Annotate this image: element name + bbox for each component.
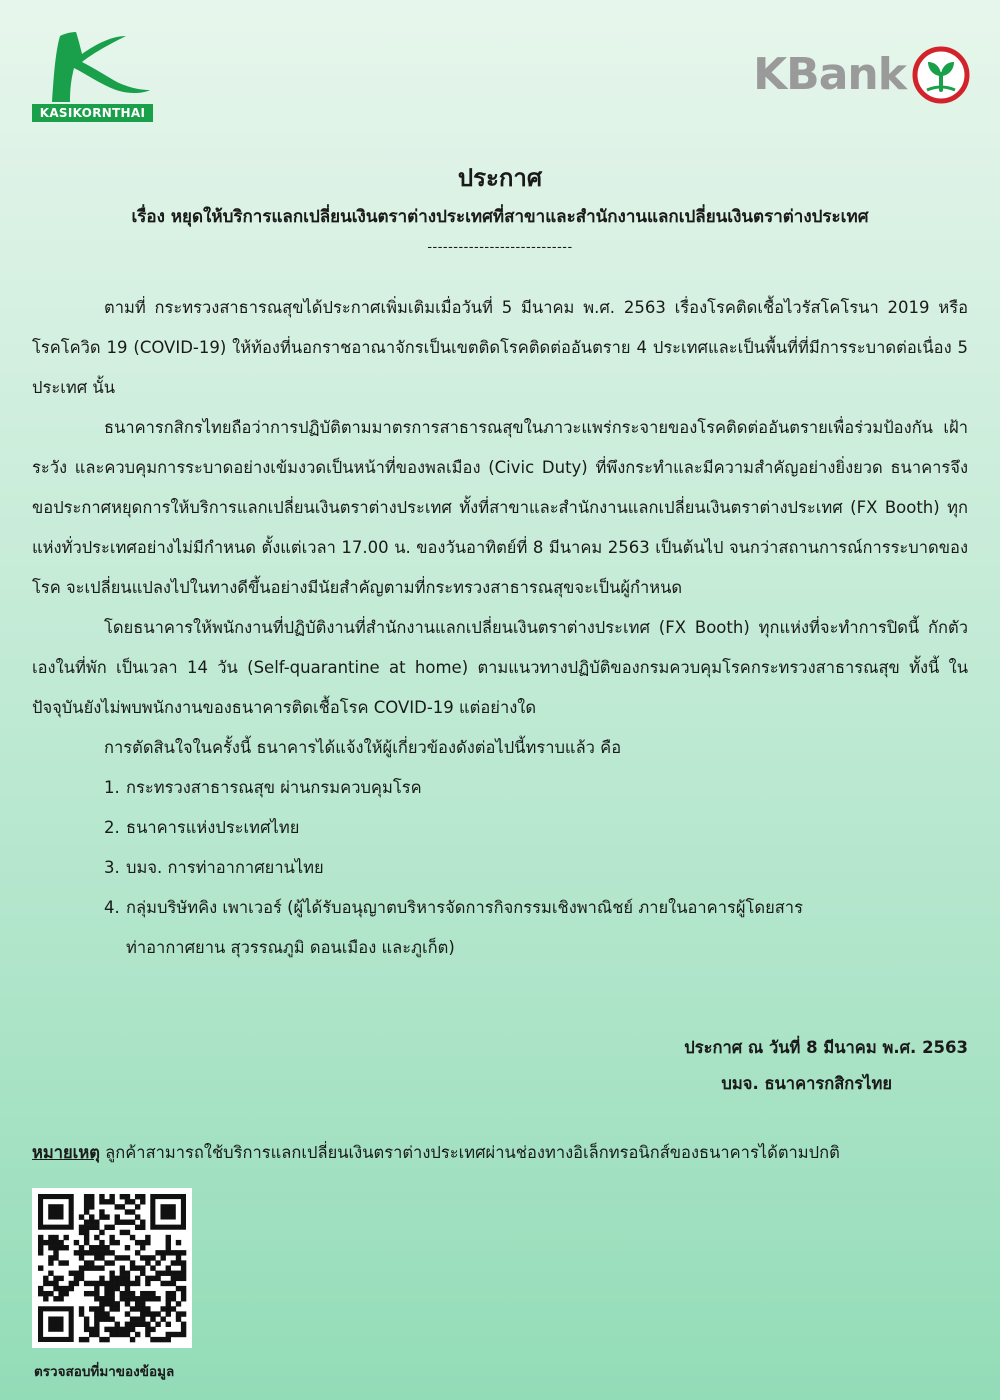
announcement-title: ประกาศ (457, 164, 543, 192)
list-item-number: 2. (104, 818, 120, 837)
list-item-text: บมจ. การท่าอากาศยานไทย (126, 858, 324, 877)
issuing-organization: บมจ. ธนาคารกสิกรไทย (721, 1074, 892, 1093)
qr-caption: ตรวจสอบที่มาของข้อมูล (34, 1364, 175, 1380)
qr-code[interactable] (32, 1188, 192, 1348)
remark (32, 1140, 968, 1166)
list-item-text: กลุ่มบริษัทคิง เพาเวอร์ (ผู้ได้รับอนุญาตบริหารจัดการกิจกรรมเชิงพาณิชย์ ภายในอาคารผู้โดยสารท่าอากาศยาน สุวรรณภูมิ ดอนเมือง และภูเก็ต) (126, 898, 803, 957)
paragraph-4: การตัดสินใจในครั้งนี้ ธนาคารได้แจ้งให้ผู้เกี่ยวข้องดังต่อไปนี้ทราบแล้ว คือ (104, 738, 622, 757)
kasikornthai-logo (30, 28, 155, 123)
paragraph-1: ตามที่ กระทรวงสาธารณสุขได้ประกาศเพิ่มเติมเมื่อวันที่ 5 มีนาคม พ.ศ. 2563 เรื่องโรคติดเชื้อไวรัสโคโรนา 2019 หรือโรคโควิด 19 (COVID-19) ให้ท้องที่นอกราชอาณาจักรเป็นเขตติดโรคติดต่ออันตราย 4 ประเทศและเป็นพื้นที่ที่มีการระบาดต่อเนื่อง 5 ประเทศ นั้น (32, 298, 968, 397)
list-item-number: 4. (104, 898, 120, 917)
remark-text: ลูกค้าสามารถใช้บริการแลกเปลี่ยนเงินตราต่างประเทศผ่านช่องทางอิเล็กทรอนิกส์ของธนาคารได้ตามปกติ (99, 1143, 840, 1162)
list-item-text: กระทรวงสาธารณสุข ผ่านกรมควบคุมโรค (126, 778, 422, 797)
divider-line: ---------------------------- (427, 240, 573, 255)
k-mark-icon (30, 28, 155, 108)
list-item (104, 848, 968, 888)
kbank-sprout-icon (912, 46, 970, 104)
paragraph-3: โดยธนาคารให้พนักงานที่ปฏิบัติงานที่สำนักงานแลกเปลี่ยนเงินตราต่างประเทศ (FX Booth) ทุกแห่งที่จะทำการปิดนี้ กักตัวเองในที่พัก เป็นเวลา 14 วัน (Self-quarantine at home) ตามแนวทางปฏิบัติของกรมควบคุมโรคกระทรวงสาธารณสุข ทั้งนี้ ในปัจจุบันยังไม่พบพนักงานของธนาคารติดเชื้อโรค COVID-19 แต่อย่างใด (32, 618, 968, 717)
announcement-subject: เรื่อง หยุดให้บริการแลกเปลี่ยนเงินตราต่างประเทศที่สาขาและสำนักงานแลกเปลี่ยนเงินตราต่างประเทศ (131, 207, 869, 227)
list-item-number: 1. (104, 778, 120, 797)
kbank-wordmark: KBank (753, 49, 906, 100)
paragraph-2: ธนาคารกสิกรไทยถือว่าการปฏิบัติตามมาตรการสาธารณสุขในภาวะแพร่กระจายของโรคติดต่ออันตรายเพื่อร่วมป้องกัน เฝ้าระวัง และควบคุมการระบาดอย่างเข้มงวดเป็นหน้าที่ของพลเมือง (Civic Duty) ที่พึงกระทำและมีความสำคัญอย่างยิ่งยวด ธนาคารจึงขอประกาศหยุดการให้บริการแลกเปลี่ยนเงินตราต่างประเทศ ทั้งที่สาขาและสำนักงานแลกเปลี่ยนเงินตราต่างประเทศ (FX Booth) ทุกแห่งทั่วประเทศอย่างไม่มีกำหนด ตั้งแต่เวลา 17.00 น. ของวันอาทิตย์ที่ 8 มีนาคม 2563 เป็นต้นไป จนกว่าสถานการณ์การระบาดของโรค จะเปลี่ยนแปลงไปในทางดีขึ้นอย่างมีนัยสำคัญตามที่กระทรวงสาธารณสุขจะเป็นผู้กำหนด (32, 418, 968, 597)
list-item (104, 808, 968, 848)
list-item (104, 888, 968, 968)
list-item (104, 768, 968, 808)
kasikornthai-wordmark: KASIKORNTHAI (32, 104, 153, 122)
remark-label: หมายเหตุ (32, 1143, 100, 1162)
qr-code-icon (32, 1188, 192, 1348)
kbank-logo (753, 44, 970, 106)
list-item-text: ธนาคารแห่งประเทศไทย (126, 818, 300, 837)
announcement-date: ประกาศ ณ วันที่ 8 มีนาคม พ.ศ. 2563 (684, 1038, 968, 1057)
signature-block (548, 1030, 968, 1102)
announcement-body (32, 288, 968, 968)
notified-parties-list (32, 768, 968, 968)
list-item-number: 3. (104, 858, 120, 877)
